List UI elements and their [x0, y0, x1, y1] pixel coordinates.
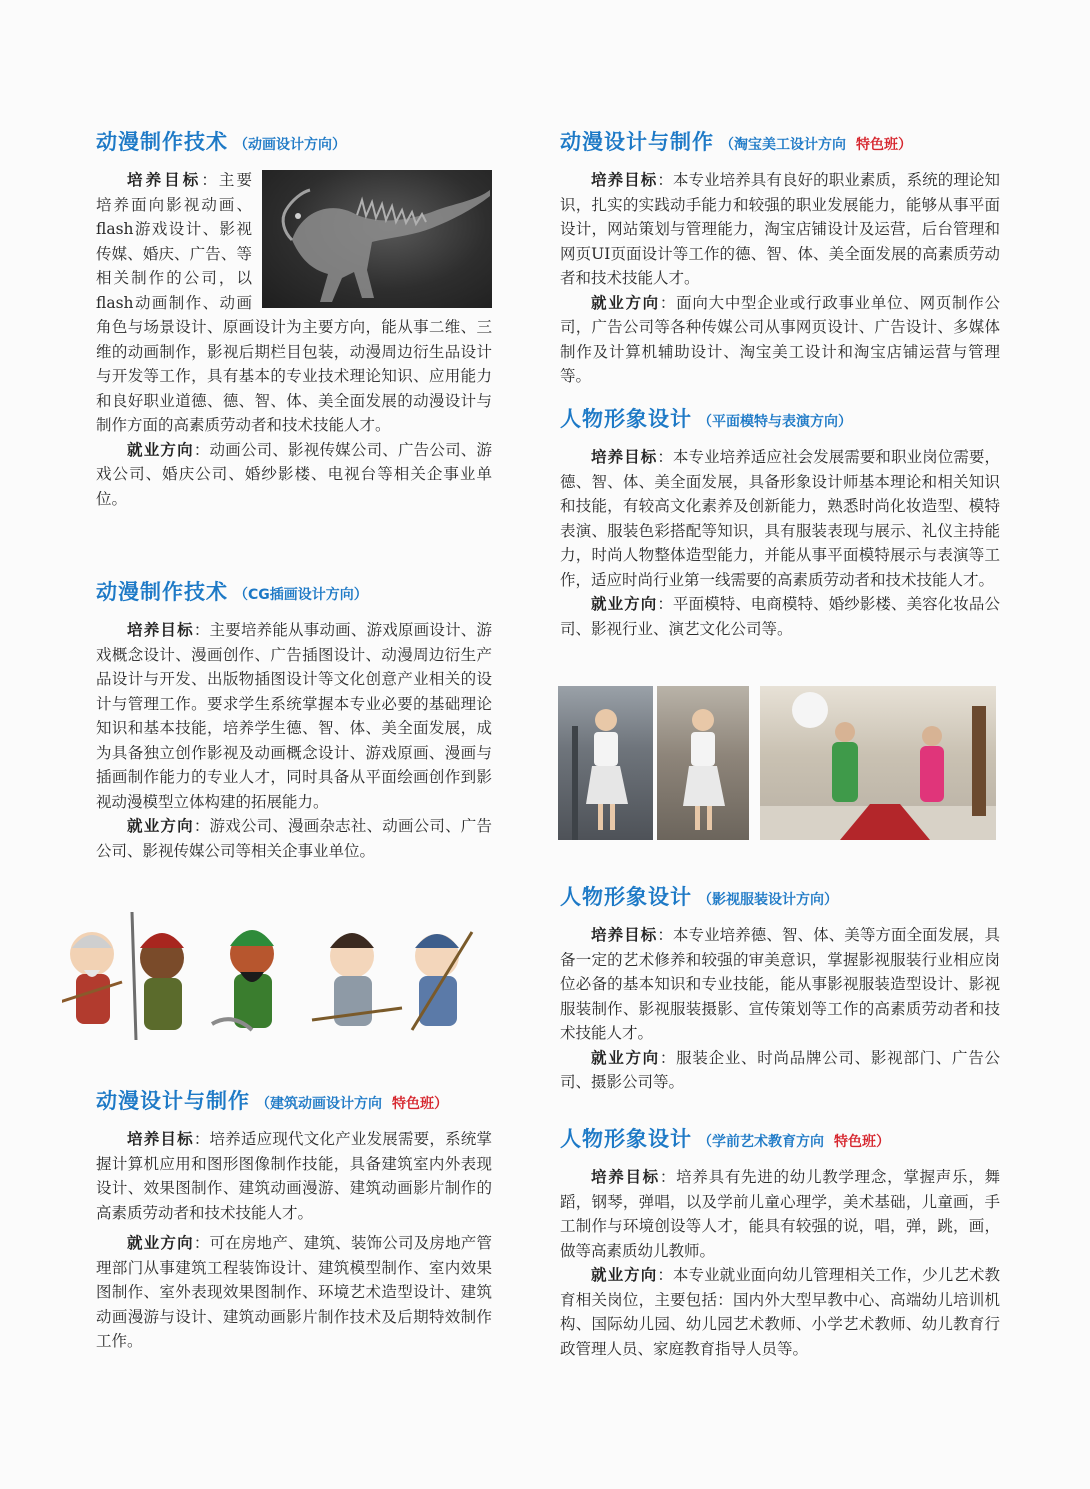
section-title — [560, 405, 1000, 435]
section-cg-illustration — [96, 578, 492, 863]
training-goal-text: ：培养适应现代文化产业发展需要，系统掌握计算机应用和图形图像制作技能，具备建筑室内外表现设计、效果图制作、建筑动画漫游、建筑动画影片制作的高素质劳动者和技术技能人才。 — [96, 1130, 492, 1222]
employment-label: 就业方向 — [591, 293, 660, 312]
section-title — [560, 128, 1000, 158]
employment-text: ：平面模特、电商模特、婚纱影楼、美容化妆品公司、影视行业、演艺文化公司等。 — [560, 595, 1000, 638]
training-goal-label: 培养目标 — [127, 171, 202, 189]
employment-label: 就业方向 — [127, 1234, 194, 1252]
major-direction: （影视服装设计方向） — [698, 892, 838, 908]
section-animation-design — [96, 128, 492, 511]
model-walking-figure — [558, 686, 653, 840]
creature-render-image — [262, 170, 492, 308]
employment-label: 就业方向 — [591, 595, 658, 613]
section-title — [96, 578, 492, 608]
training-goal-label: 培养目标 — [127, 1130, 194, 1148]
section-title — [96, 1087, 492, 1117]
employment-paragraph — [560, 1263, 1000, 1361]
employment-paragraph — [560, 291, 1000, 389]
employment-text: ：游戏公司、漫画杂志社、动画公司、广告公司、影视传媒公司等相关企事业单位。 — [96, 817, 492, 860]
chibi-warriors-illustration — [62, 912, 482, 1042]
section-title — [560, 883, 1000, 913]
training-goal-text: ：培养具有先进的幼儿教学理念，掌握声乐，舞蹈，钢琴，弹唱，以及学前儿童心理学，美术基础，儿童画，手工制作与环境创设等人才，能具有较强的说，唱，弹，跳，画，做等高素质幼儿教师。 — [560, 1168, 1000, 1260]
featured-class-tag: 特色班） — [856, 137, 912, 153]
major-name: 人物形象设计 — [560, 407, 692, 431]
creature-illustration — [262, 170, 492, 308]
employment-label: 就业方向 — [591, 1048, 660, 1067]
training-goal-label: 培养目标 — [591, 171, 658, 189]
training-goal-text: ：本专业培养具有良好的职业素质，系统的理论知识，扎实的实践动手能力和较强的职业发展能力，能够从事平面设计，网站策划与管理能力，淘宝店铺设计及运营，后台管理和网页UI页面设计等工作的德、智、体、美全面发展的高素质劳动者和技术技能人才。 — [560, 171, 1000, 287]
model-photo-right — [657, 686, 749, 840]
employment-text: ：可在房地产、建筑、装饰公司及房地产管理部门从事建筑工程装饰设计、建筑模型制作、室内效果图制作、室外表现效果图制作、环境艺术造型设计、建筑动画漫游与设计、建筑动画影片制作技术及后期特效制作工作。 — [96, 1234, 492, 1350]
section-title — [96, 128, 492, 158]
training-goal-label: 培养目标 — [591, 926, 658, 944]
major-name: 动漫设计与制作 — [560, 130, 714, 154]
section-taobao-design — [560, 128, 1000, 389]
training-goal-text: ：主要培养能从事动画、游戏原画设计、游戏概念设计、漫画创作、广告插图设计、动漫周边衍生产品设计与开发、出版物插图设计等文化创意产业相关的设计与管理工作。要求学生系统掌握本专业必要的基础理论知识和基本技能，培养学生德、智、体、美全面发展，成为具备独立创作影视及动画概念设计、游戏原画、漫画与插画制作能力的专业人才，同时具备从平面绘画创作到影视动漫模型立体构建的拓展能力。 — [96, 621, 492, 811]
major-name: 人物形象设计 — [560, 1127, 692, 1151]
training-goal-paragraph — [560, 923, 1000, 1046]
major-direction: （建筑动画设计方向 — [256, 1096, 382, 1112]
styling-event-photo — [760, 686, 996, 840]
training-goal-label: 培养目标 — [127, 621, 194, 639]
employment-label: 就业方向 — [127, 440, 194, 459]
major-direction: （CG插画设计方向） — [234, 587, 368, 603]
training-goal-label: 培养目标 — [591, 1168, 660, 1186]
event-scene — [760, 686, 996, 840]
employment-paragraph — [96, 1231, 492, 1354]
model-walking-figure-2 — [657, 686, 749, 840]
major-direction: （平面模特与表演方向） — [698, 414, 852, 430]
employment-label: 就业方向 — [591, 1266, 658, 1284]
training-goal-label: 培养目标 — [591, 448, 658, 466]
training-goal-paragraph — [96, 618, 492, 814]
section-costume-design — [560, 883, 1000, 1095]
cartoon-characters-image — [62, 912, 482, 1042]
major-direction: （学前艺术教育方向 — [698, 1134, 824, 1150]
employment-label: 就业方向 — [127, 817, 194, 835]
employment-paragraph — [96, 438, 492, 512]
training-goal-paragraph — [560, 445, 1000, 592]
section-title — [560, 1125, 1000, 1155]
major-direction: （动画设计方向） — [234, 137, 346, 153]
training-goal-paragraph — [560, 1165, 1000, 1263]
section-architecture-animation — [96, 1087, 492, 1354]
major-name: 动漫设计与制作 — [96, 1089, 250, 1113]
employment-text: ：面向大中型企业或行政事业单位、网页制作公司，广告公司等各种传媒公司从事网页设计、广告设计、多媒体制作及计算机辅助设计、淘宝美工设计和淘宝店铺运营与管理等。 — [560, 293, 1000, 385]
major-direction: （淘宝美工设计方向 — [720, 137, 846, 153]
training-goal-text: ：本专业培养适应社会发展需要和职业岗位需要，德、智、体、美全面发展，具备形象设计师基本理论和相关知识和技能，有较高文化素养及创新能力，熟悉时尚化妆造型、模特表演、服装色彩搭配等知识，具有服装表现与展示、礼仪主持能力，时尚人物整体造型能力，并能从事平面模特展示与表演等工作，适应时尚行业第一线需要的高素质劳动者和技术技能人才。 — [560, 448, 1000, 589]
employment-paragraph — [96, 814, 492, 863]
employment-text: ：服装企业、时尚品牌公司、影视部门、广告公司、摄影公司等。 — [560, 1048, 1000, 1091]
training-goal-paragraph — [96, 1127, 492, 1225]
featured-class-tag: 特色班） — [392, 1096, 448, 1112]
employment-paragraph — [560, 592, 1000, 641]
training-goal-text: ：本专业培养德、智、体、美等方面全面发展，具备一定的艺术修养和较强的审美意识，掌握影视服装行业相应岗位必备的基本知识和专业技能，能从事影视服装造型设计、影视服装制作、影视服装摄影、宣传策划等工作的高素质劳动者和技术技能人才。 — [560, 926, 1000, 1042]
training-goal-paragraph — [560, 168, 1000, 291]
featured-class-tag: 特色班） — [834, 1134, 890, 1150]
major-name: 动漫制作技术 — [96, 580, 228, 604]
major-name: 人物形象设计 — [560, 885, 692, 909]
model-photo-left — [558, 686, 653, 840]
major-name: 动漫制作技术 — [96, 130, 228, 154]
training-goal-text: ：主要培养面向影视动画、flash游戏设计、影视传媒、婚庆、广告、等相关制作的公司，以flash动画制作、动画角色与场景设计、原画设计为主要方向，能从事二维、三维的动画制作，影视后期栏目包装，动漫周边衍生品设计与开发等工作，具有基本的专业技术理论知识、应用能力和良好职业道德、德、智、体、美全面发展的动漫设计与制作方面的高素质劳动者和技术技能人才。 — [96, 171, 492, 434]
employment-paragraph — [560, 1046, 1000, 1095]
employment-text: ：动画公司、影视传媒公司、广告公司、游戏公司、婚庆公司、婚纱影楼、电视台等相关企事业单位。 — [96, 440, 492, 508]
employment-text: ：本专业就业面向幼儿管理相关工作，少儿艺术教育相关岗位，主要包括：国内外大型早教中心、高端幼儿培训机构、国际幼儿园、幼儿园艺术教师、小学艺术教师、幼儿教育行政管理人员、家庭教育指导人员等。 — [560, 1266, 1000, 1358]
section-preschool-art — [560, 1125, 1000, 1361]
section-model-performance — [560, 405, 1000, 641]
